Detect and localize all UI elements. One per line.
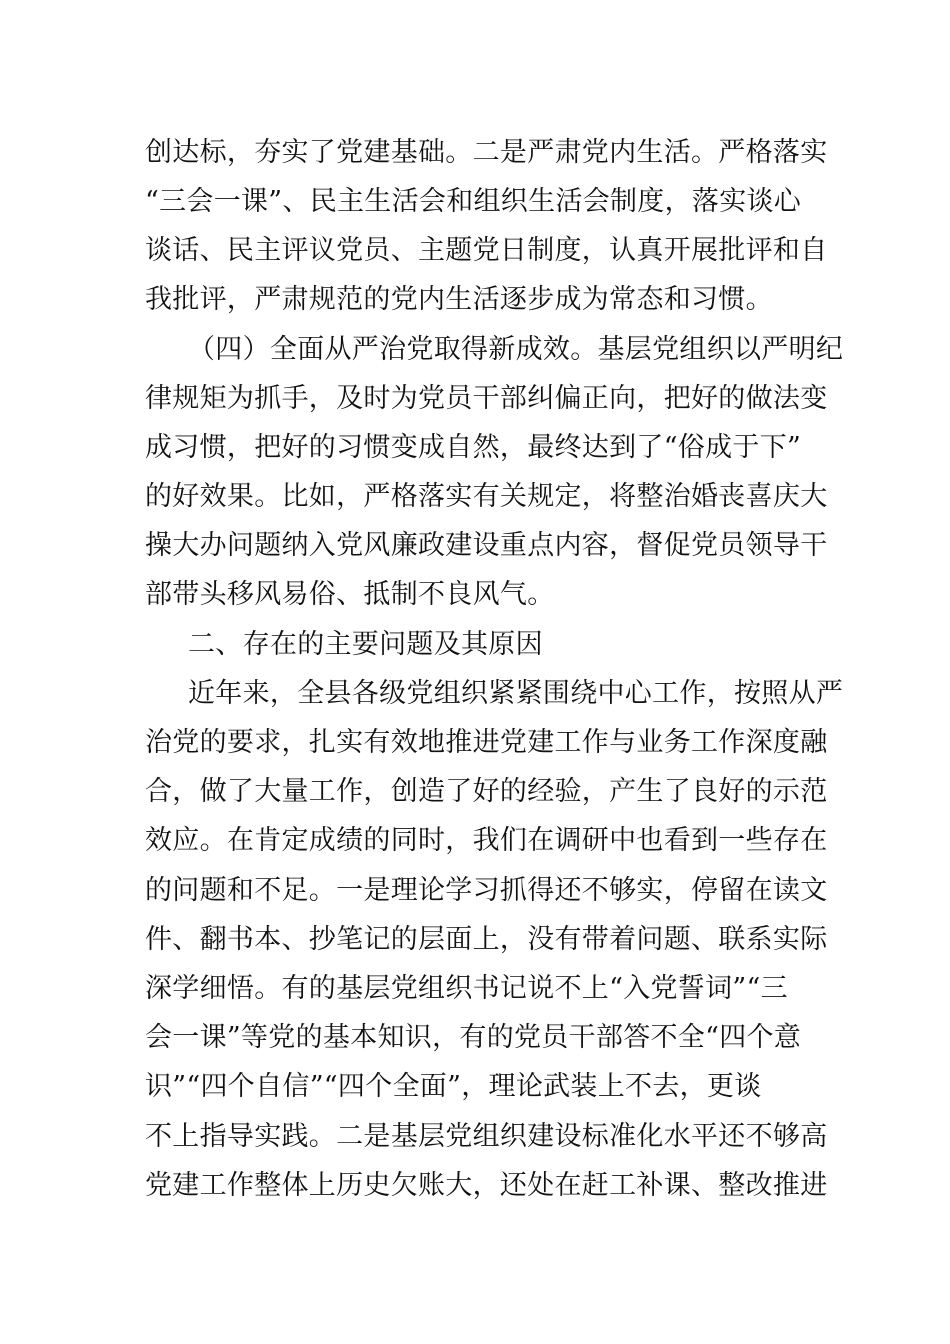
text-line: 的问题和不足。一是理论学习抓得还不够实，停留在读文 (145, 875, 828, 906)
text-line: 识”“四个自信”“四个全面”，理论武装上不去，更谈 (145, 1071, 762, 1102)
paragraph-start-line: 近年来，全县各级党组织紧紧围绕中心工作，按照从严 (188, 678, 844, 709)
section-heading-line: （四）全面从严治党取得新成效。基层党组织以严明纪 (188, 334, 844, 365)
text-line: 不上指导实践。二是基层党组织建设标准化水平还不够高 (145, 1121, 828, 1152)
text-line: 会一课”等党的基本知识，有的党员干部答不全“四个意 (145, 1022, 802, 1053)
text-line: “三会一课”、民主生活会和组织生活会制度，落实谈心 (145, 186, 802, 217)
text-line: 谈话、民主评议党员、主题党日制度，认真开展批评和自 (145, 235, 828, 266)
text-line: 律规矩为抓手，及时为党员干部纠偏正向，把好的做法变 (145, 383, 828, 414)
text-line: 件、翻书本、抄笔记的层面上，没有带着问题、联系实际 (145, 924, 828, 955)
text-line: 效应。在肯定成绩的同时，我们在调研中也看到一些存在 (145, 825, 828, 856)
section-heading: 二、存在的主要问题及其原因 (188, 629, 543, 660)
text-line: 操大办问题纳入党风廉政建设重点内容，督促党员领导干 (145, 530, 828, 561)
text-line: 部带头移风易俗、抵制不良风气。 (145, 579, 555, 610)
text-line: 治党的要求，扎实有效地推进党建工作与业务工作深度融 (145, 727, 828, 758)
text-line: 深学细悟。有的基层党组织书记说不上“入党誓词”“三 (145, 973, 788, 1004)
text-line: 我批评，严肃规范的党内生活逐步成为常态和习惯。 (145, 284, 773, 315)
text-line: 创达标，夯实了党建基础。二是严肃党内生活。严格落实 (145, 137, 828, 168)
text-line: 成习惯，把好的习惯变成自然，最终达到了“俗成于下” (145, 432, 802, 463)
text-line: 党建工作整体上历史欠账大，还处在赶工补课、整改推进 (145, 1170, 828, 1201)
text-line: 合，做了大量工作，创造了好的经验，产生了良好的示范 (145, 776, 828, 807)
text-line: 的好效果。比如，严格落实有关规定，将整治婚丧喜庆大 (145, 481, 828, 512)
